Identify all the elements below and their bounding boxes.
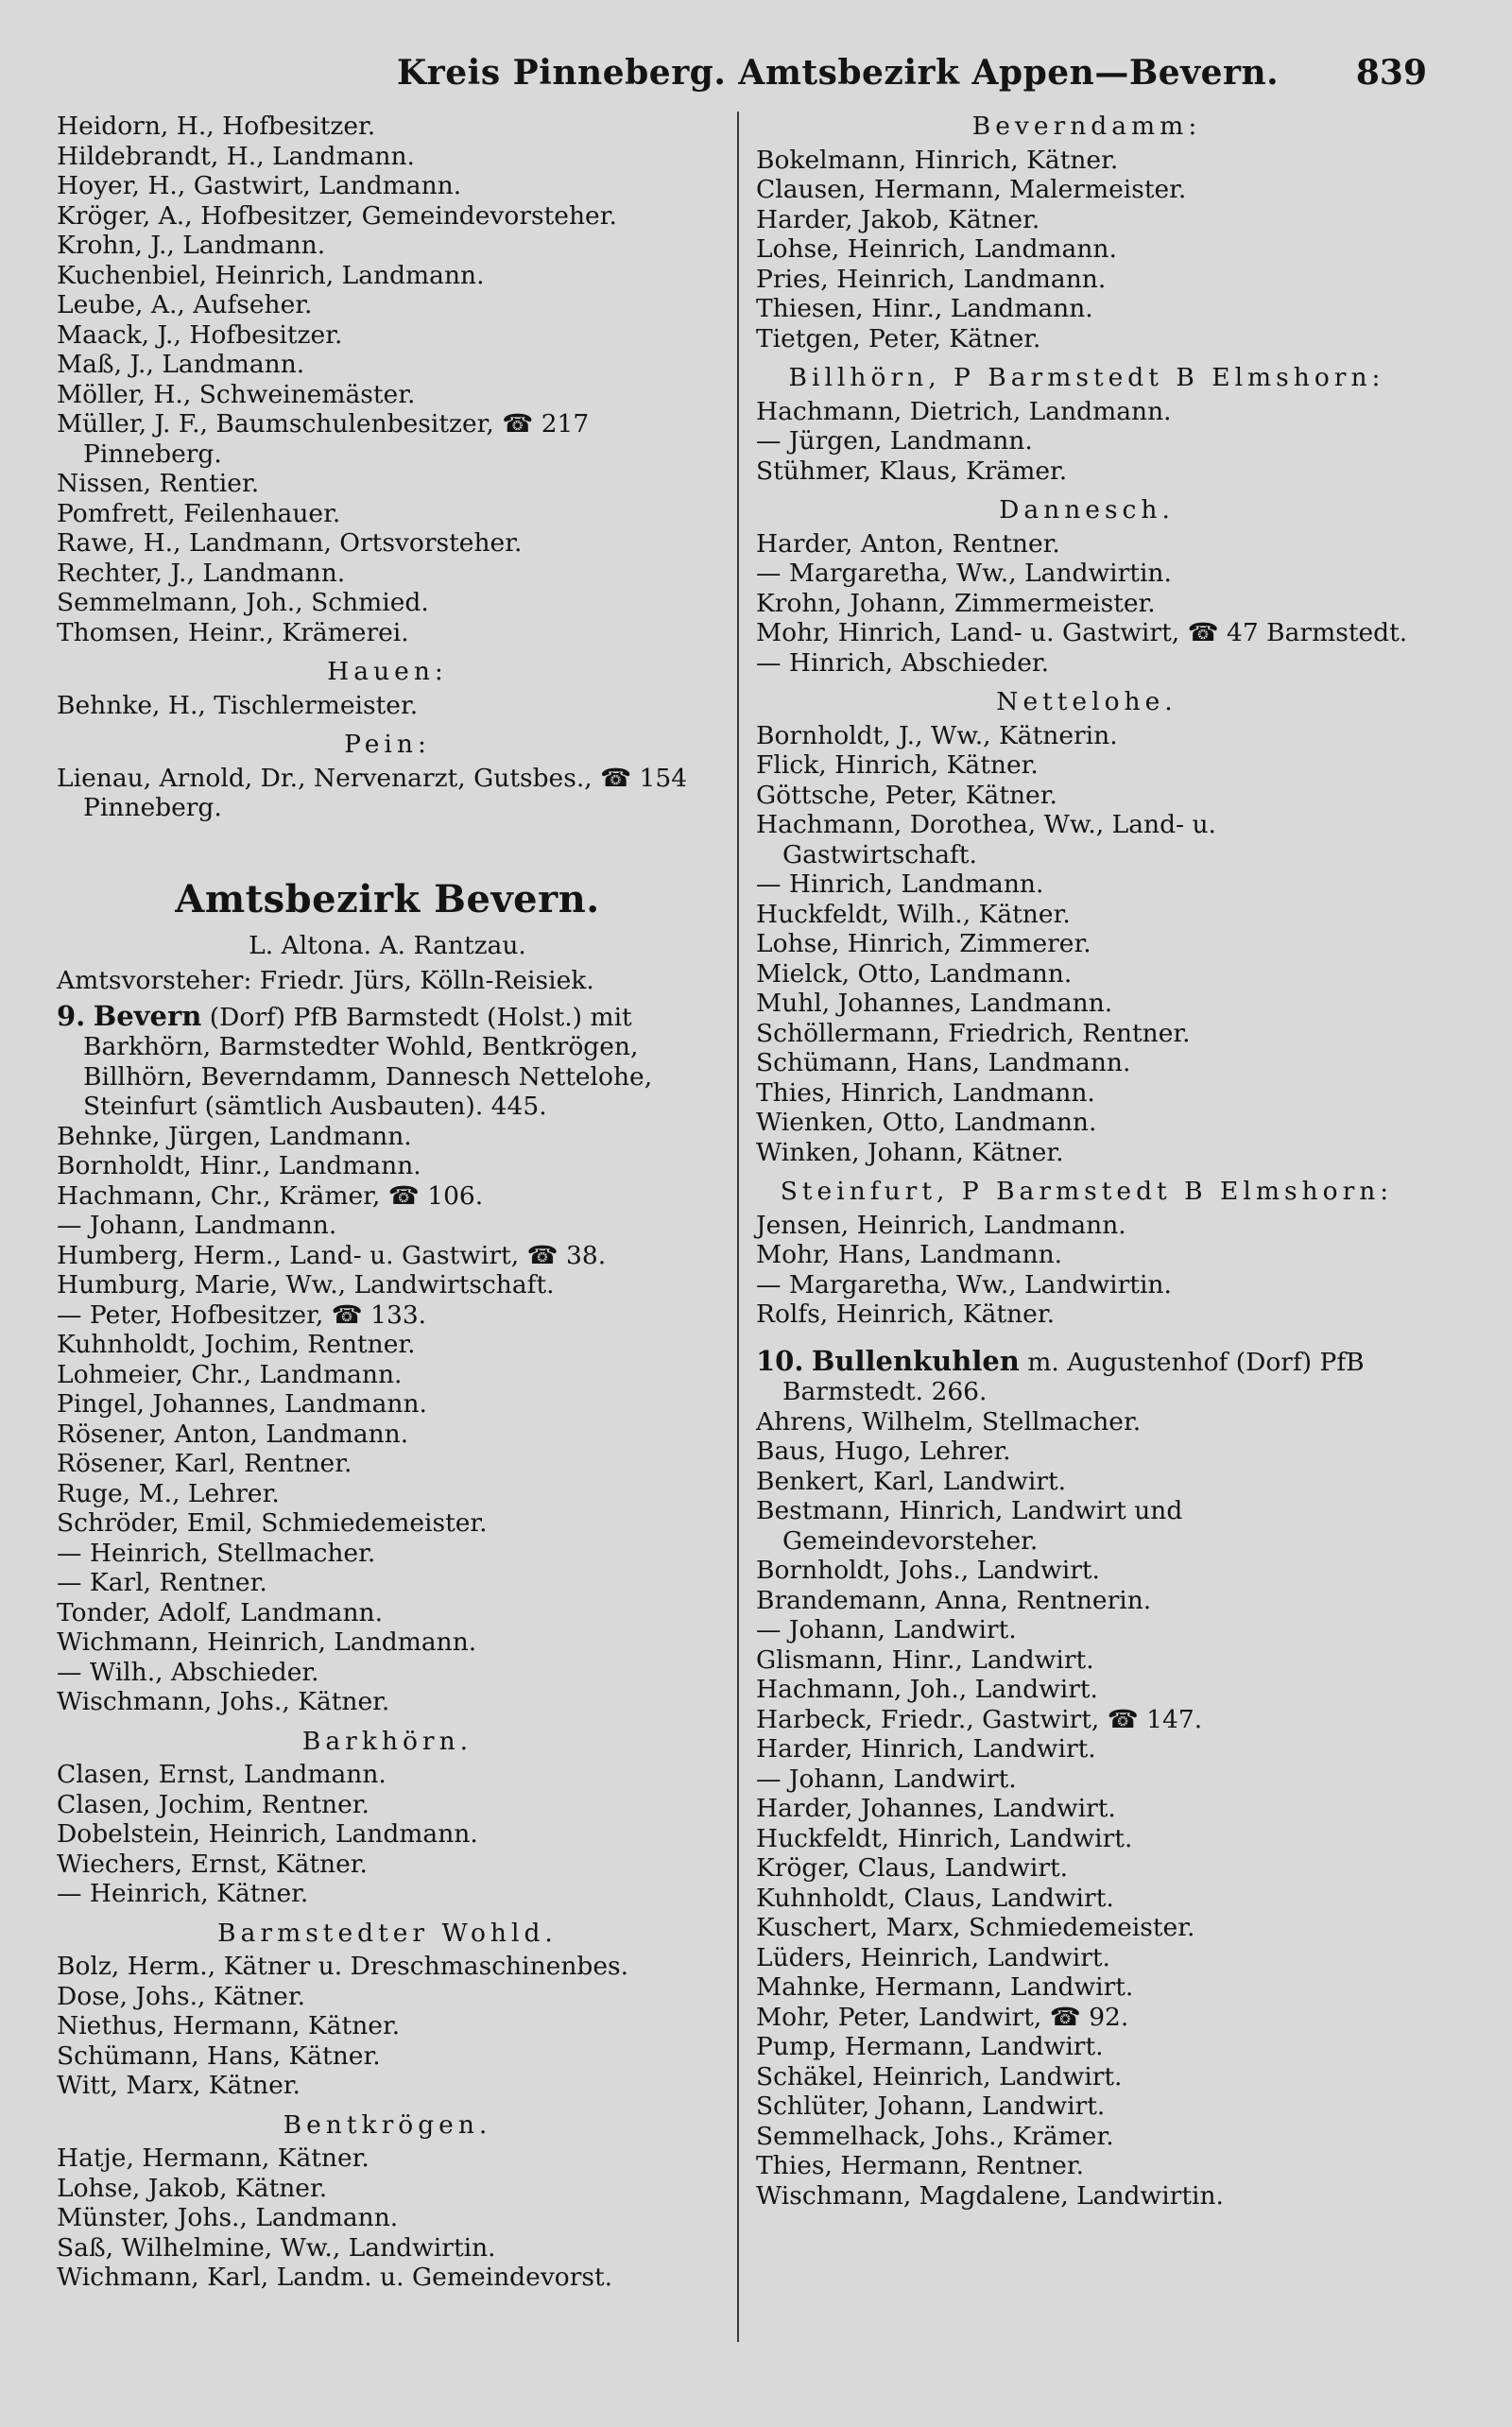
directory-entry: Kuhnholdt, Jochim, Rentner.	[57, 1330, 416, 1359]
entry-list	[57, 764, 718, 823]
directory-entry: — Margaretha, Ww., Landwirtin.	[756, 1269, 1172, 1300]
directory-entry: Rolfs, Heinrich, Kätner.	[756, 1300, 1056, 1329]
directory-entry: Harder, Johannes, Landwirt.	[756, 1794, 1116, 1823]
directory-entry: Schümann, Hans, Kätner.	[57, 2040, 381, 2071]
directory-entry: Pries, Heinrich, Landmann.	[756, 264, 1107, 294]
directory-entry: Mohr, Hinrich, Land- u. Gastwirt, ☎ 47 Barmstedt.	[756, 618, 1408, 647]
locality-heading-pein: Pein:	[344, 730, 431, 759]
place-entry	[756, 1344, 1418, 1407]
directory-entry: Wichmann, Karl, Landm. u. Gemeindevorst.	[57, 2263, 613, 2292]
directory-entry: Mohr, Hans, Landmann.	[756, 1240, 1063, 1269]
directory-entry: Kröger, Claus, Landwirt.	[756, 1853, 1069, 1883]
page-header	[57, 47, 1427, 104]
directory-entry: Dose, Johs., Kätner.	[57, 1981, 306, 2011]
directory-entry: Bornholdt, J., Ww., Kätnerin.	[756, 720, 1118, 750]
place-description: m. Augustenhof (Dorf) PfB Barmstedt. 266.	[782, 1347, 1365, 1406]
district-subtitle: L. Altona. A. Rantzau.	[249, 930, 526, 960]
directory-entry: Bolz, Herm., Kätner u. Dreschmaschinenbes.	[57, 1952, 629, 1981]
directory-entry: — Jürgen, Landmann.	[756, 426, 1033, 456]
directory-entry: Krohn, Johann, Zimmermeister.	[756, 588, 1156, 618]
directory-entry: Pomfrett, Feilenhauer.	[57, 498, 341, 528]
directory-entry: Hachmann, Joh., Landwirt.	[756, 1675, 1098, 1704]
directory-entry: Möller, H., Schweinemäster.	[57, 379, 416, 409]
running-title: Kreis Pinneberg. Amtsbezirk Appen—Bevern.	[397, 53, 1280, 93]
spacer	[756, 1330, 1418, 1341]
directory-entry: — Johann, Landmann.	[57, 1211, 337, 1240]
locality-heading-billhoern: Billhörn, P Barmstedt B Elmshorn:	[788, 363, 1385, 392]
directory-entry: — Karl, Rentner.	[57, 1568, 267, 1597]
directory-entry: Pingel, Johannes, Landmann.	[57, 1389, 427, 1419]
place-entry	[57, 999, 718, 1122]
directory-entry: Wischmann, Johs., Kätner.	[57, 1687, 390, 1716]
entry-list	[57, 1760, 718, 1909]
directory-entry: Leube, A., Aufseher.	[57, 290, 313, 319]
directory-entry: Göttsche, Peter, Kätner.	[756, 780, 1057, 810]
locality-heading-bentkroegen: Bentkrögen.	[283, 2109, 492, 2140]
directory-entry: Muhl, Johannes, Landmann.	[756, 989, 1113, 1018]
directory-entry: Hachmann, Chr., Krämer, ☎ 106.	[57, 1180, 484, 1211]
directory-entry: Lohmeier, Chr., Landmann.	[57, 1359, 403, 1389]
directory-entry: Thies, Hinrich, Landmann.	[756, 1077, 1095, 1108]
directory-entry: Lienau, Arnold, Dr., Nervenarzt, Gutsbes., ☎ 154 Pinneberg.	[57, 763, 688, 822]
entry-list	[57, 112, 718, 647]
directory-entry: Benkert, Karl, Landwirt.	[756, 1466, 1067, 1496]
directory-entry: Behnke, H., Tischlermeister.	[57, 690, 419, 720]
directory-entry: Nissen, Rentier.	[57, 469, 260, 498]
directory-entry: Flick, Hinrich, Kätner.	[756, 750, 1039, 780]
directory-entry: Hachmann, Dorothea, Ww., Land- u. Gastwirtschaft.	[756, 810, 1216, 869]
directory-entry: Clasen, Ernst, Landmann.	[57, 1760, 387, 1789]
directory-entry: Harbeck, Friedr., Gastwirt, ☎ 147.	[756, 1704, 1203, 1734]
directory-entry: Rawe, H., Landmann, Ortsvorsteher.	[57, 528, 523, 558]
directory-entry: Rösener, Karl, Rentner.	[57, 1449, 352, 1478]
directory-entry: Maack, J., Hofbesitzer.	[57, 319, 343, 350]
directory-entry: Kuschert, Marx, Schmiedemeister.	[756, 1913, 1195, 1942]
directory-entry: Thomsen, Heinr., Krämerei.	[57, 617, 409, 647]
directory-entry: Tietgen, Peter, Kätner.	[756, 323, 1041, 353]
right-column	[756, 112, 1418, 2211]
directory-entry: Brandemann, Anna, Rentnerin.	[756, 1585, 1152, 1615]
entry-list	[57, 691, 718, 721]
directory-entry: Glismann, Hinr., Landwirt.	[756, 1644, 1094, 1675]
directory-entry: — Peter, Hofbesitzer, ☎ 133.	[57, 1300, 427, 1330]
directory-entry: Harder, Anton, Rentner.	[756, 528, 1060, 559]
directory-entry: Schäkel, Heinrich, Landwirt.	[756, 2061, 1123, 2091]
directory-entry: — Hinrich, Landmann.	[756, 869, 1044, 899]
entry-list	[756, 146, 1418, 354]
directory-entry: Hatje, Hermann, Kätner.	[57, 2143, 369, 2173]
directory-entry: Heidorn, H., Hofbesitzer.	[57, 112, 376, 141]
directory-entry: — Margaretha, Ww., Landwirtin.	[756, 559, 1172, 588]
directory-entry: Wiechers, Ernst, Kätner.	[57, 1849, 368, 1879]
entry-list	[756, 1211, 1418, 1330]
directory-entry: Jensen, Heinrich, Landmann.	[756, 1210, 1126, 1240]
column-divider	[737, 112, 739, 2342]
entry-list	[57, 1952, 718, 2101]
entry-list	[756, 721, 1418, 1168]
directory-entry: Behnke, Jürgen, Landmann.	[57, 1121, 412, 1151]
page-number: 839	[1355, 53, 1427, 93]
directory-entry: Wichmann, Heinrich, Landmann.	[57, 1627, 477, 1657]
entry-list	[756, 397, 1418, 487]
directory-entry: Lohse, Heinrich, Landmann.	[756, 234, 1117, 264]
entry-list	[57, 2143, 718, 2293]
place-name: Bullenkuhlen	[811, 1344, 1020, 1377]
directory-entry: Bornholdt, Hinr., Landmann.	[57, 1151, 421, 1180]
directory-entry: Harder, Hinrich, Landwirt.	[756, 1734, 1096, 1764]
locality-heading-hauen: Hauen:	[327, 657, 448, 686]
directory-entry: Huckfeldt, Wilh., Kätner.	[756, 899, 1071, 929]
directory-entry: — Heinrich, Kätner.	[57, 1879, 309, 1908]
place-name: Bevern	[93, 999, 202, 1032]
directory-entry: — Heinrich, Stellmacher.	[57, 1538, 376, 1568]
directory-entry: Humberg, Herm., Land- u. Gastwirt, ☎ 38.	[57, 1240, 607, 1270]
directory-entry: Dobelstein, Heinrich, Landmann.	[57, 1819, 478, 1849]
directory-entry: Lohse, Hinrich, Zimmerer.	[756, 929, 1091, 958]
directory-entry: Semmelhack, Johs., Krämer.	[756, 2121, 1114, 2151]
locality-heading-barkhoern: Barkhörn.	[301, 1726, 473, 1756]
directory-entry: Mahnke, Hermann, Landwirt.	[756, 1972, 1134, 2002]
directory-entry: — Johann, Landwirt.	[756, 1764, 1017, 1794]
directory-entry: Müller, J. F., Baumschulenbesitzer, ☎ 217 Pinneberg.	[57, 409, 590, 469]
directory-entry: Lüders, Heinrich, Landwirt.	[756, 1942, 1110, 1972]
district-head: Amtsvorsteher: Friedr. Jürs, Kölln-Reisiek.	[57, 966, 594, 995]
directory-entry: — Hinrich, Abschieder.	[756, 647, 1050, 678]
directory-entry: Schöllermann, Friedrich, Rentner.	[756, 1018, 1191, 1048]
directory-entry: Huckfeldt, Hinrich, Landwirt.	[756, 1823, 1133, 1853]
directory-entry: Clausen, Hermann, Malermeister.	[756, 175, 1187, 204]
directory-entry: Münster, Johs., Landmann.	[57, 2203, 399, 2232]
directory-entry: Wischmann, Magdalene, Landwirtin.	[756, 2180, 1224, 2211]
directory-entry: Mohr, Peter, Landwirt, ☎ 92.	[756, 2002, 1129, 2032]
directory-entry: Kröger, A., Hofbesitzer, Gemeindevorsteher.	[57, 200, 617, 231]
directory-entry: Hildebrandt, H., Landmann.	[57, 141, 415, 171]
directory-entry: Lohse, Jakob, Kätner.	[57, 2173, 328, 2203]
directory-entry: Semmelmann, Joh., Schmied.	[57, 588, 429, 617]
directory-entry: Maß, J., Landmann.	[57, 350, 305, 379]
entry-list	[57, 1122, 718, 1717]
locality-heading-nettelohe: Nettelohe.	[996, 687, 1177, 716]
directory-entry: Wienken, Otto, Landmann.	[756, 1108, 1097, 1137]
directory-entry: Thies, Hermann, Rentner.	[756, 2151, 1084, 2180]
locality-heading-wohld: Barmstedter Wohld.	[217, 1918, 558, 1948]
directory-entry: Humburg, Marie, Ww., Landwirtschaft.	[57, 1270, 555, 1300]
directory-entry: Krohn, J., Landmann.	[57, 231, 326, 260]
entry-list	[756, 529, 1418, 679]
directory-entry: Kuhnholdt, Claus, Landwirt.	[756, 1883, 1114, 1913]
directory-entry: Bestmann, Hinrich, Landwirt und Gemeindevorsteher.	[756, 1496, 1183, 1556]
directory-entry: Thiesen, Hinr., Landmann.	[756, 294, 1093, 323]
directory-entry: Ruge, M., Lehrer.	[57, 1478, 280, 1508]
directory-entry: Stühmer, Klaus, Krämer.	[756, 456, 1068, 486]
district-title: Amtsbezirk Bevern.	[175, 876, 600, 921]
directory-entry: Clasen, Jochim, Rentner.	[57, 1789, 369, 1819]
directory-entry: Winken, Johann, Kätner.	[756, 1137, 1064, 1167]
place-description: (Dorf) PfB Barmstedt (Holst.) mit Barkhörn, Barmstedter Wohld, Bentkrögen, Billhörn, Beverndamm, Dannesch Nettelohe, Steinfurt (sämtlich Ausbauten). 445.	[83, 1002, 653, 1121]
place-number: 10.	[756, 1344, 804, 1377]
directory-entry: Kuchenbiel, Heinrich, Landmann.	[57, 260, 485, 290]
directory-entry: Hoyer, H., Gastwirt, Landmann.	[57, 171, 462, 200]
directory-entry: Baus, Hugo, Lehrer.	[756, 1437, 1011, 1466]
directory-entry: Saß, Wilhelmine, Ww., Landwirtin.	[57, 2232, 496, 2263]
locality-heading-steinfurt: Steinfurt, P Barmstedt B Elmshorn:	[780, 1177, 1394, 1206]
directory-entry: Harder, Jakob, Kätner.	[756, 204, 1040, 234]
directory-entry: Rösener, Anton, Landmann.	[57, 1419, 409, 1449]
locality-heading-beverndamm: Beverndamm:	[971, 112, 1202, 141]
directory-entry: — Wilh., Abschieder.	[57, 1657, 319, 1687]
locality-heading-dannesch: Dannesch.	[999, 495, 1175, 525]
directory-entry: Witt, Marx, Kätner.	[57, 2071, 301, 2100]
directory-entry: — Johann, Landwirt.	[756, 1615, 1017, 1644]
directory-entry: Schümann, Hans, Landmann.	[756, 1048, 1131, 1077]
directory-entry: Niethus, Hermann, Kätner.	[57, 2011, 401, 2040]
directory-entry: Bokelmann, Hinrich, Kätner.	[756, 145, 1119, 175]
entry-list	[756, 1407, 1418, 2212]
directory-entry: Rechter, J., Landmann.	[57, 558, 346, 588]
directory-entry: Pump, Hermann, Landwirt.	[756, 2032, 1104, 2061]
directory-entry: Ahrens, Wilhelm, Stellmacher.	[756, 1406, 1142, 1437]
directory-entry: Hachmann, Dietrich, Landmann.	[756, 396, 1172, 426]
directory-entry: Schlüter, Johann, Landwirt.	[756, 2091, 1106, 2121]
left-column	[57, 112, 718, 2293]
directory-entry: Tonder, Adolf, Landmann.	[57, 1597, 384, 1627]
place-number: 9.	[57, 999, 86, 1032]
directory-entry: Schröder, Emil, Schmiedemeister.	[57, 1508, 488, 1538]
directory-entry: Bornholdt, Johs., Landwirt.	[756, 1556, 1100, 1585]
directory-entry: Mielck, Otto, Landmann.	[756, 958, 1073, 989]
